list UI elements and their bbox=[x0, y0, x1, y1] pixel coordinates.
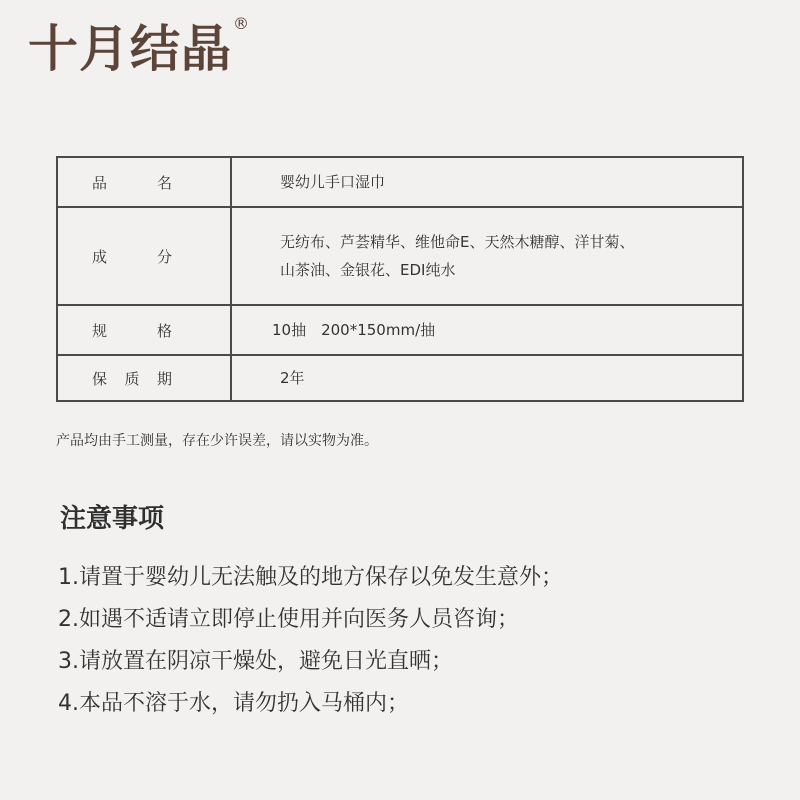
spec-label-cell bbox=[57, 207, 231, 305]
spec-value-shelf-life: 2年 bbox=[231, 355, 743, 401]
table-row bbox=[57, 207, 743, 305]
list-item: 4.本品不溶于水，请勿扔入马桶内； bbox=[58, 691, 409, 716]
spec-label-char: 保 bbox=[92, 369, 108, 388]
spec-label-char: 名 bbox=[156, 173, 172, 192]
precautions-list bbox=[58, 560, 563, 728]
spec-label-cell bbox=[57, 157, 231, 207]
ingredients-line: 无纺布、芦荟精华、维他命E、天然木糖醇、洋甘菊、 bbox=[280, 233, 635, 251]
spec-label-char: 质 bbox=[124, 369, 140, 388]
spec-label-char: 品 bbox=[92, 173, 108, 192]
table-row bbox=[57, 355, 743, 401]
measurement-note: 产品均由手工测量，存在少许误差，请以实物为准。 bbox=[56, 433, 378, 449]
spec-label-char: 规 bbox=[92, 321, 108, 340]
spec-label-cell bbox=[57, 305, 231, 355]
spec-value-ingredients bbox=[231, 207, 743, 305]
brand-logo bbox=[28, 14, 250, 84]
brand-logo-text: 十月结晶 bbox=[28, 20, 232, 78]
spec-value-product-name: 婴幼儿手口湿巾 bbox=[231, 157, 743, 207]
spec-label-char: 成 bbox=[92, 247, 108, 266]
table-row bbox=[57, 305, 743, 355]
spec-label-char: 格 bbox=[156, 321, 172, 340]
spec-label-cell bbox=[57, 355, 231, 401]
list-item: 2.如遇不适请立即停止使用并向医务人员咨询； bbox=[58, 607, 519, 632]
ingredients-line: 山茶油、金银花、EDI纯水 bbox=[280, 261, 456, 279]
list-item: 3.请放置在阴凉干燥处，避免日光直晒； bbox=[58, 649, 453, 674]
spec-value-specification: 10抽 200*150mm/抽 bbox=[231, 305, 743, 355]
registered-mark: ® bbox=[233, 14, 250, 33]
spec-table bbox=[56, 156, 744, 402]
spec-label-char: 分 bbox=[156, 247, 172, 266]
spec-label-char: 期 bbox=[156, 369, 172, 388]
table-row bbox=[57, 157, 743, 207]
list-item: 1.请置于婴幼儿无法触及的地方保存以免发生意外； bbox=[58, 565, 563, 590]
precautions-title: 注意事项 bbox=[60, 504, 165, 534]
